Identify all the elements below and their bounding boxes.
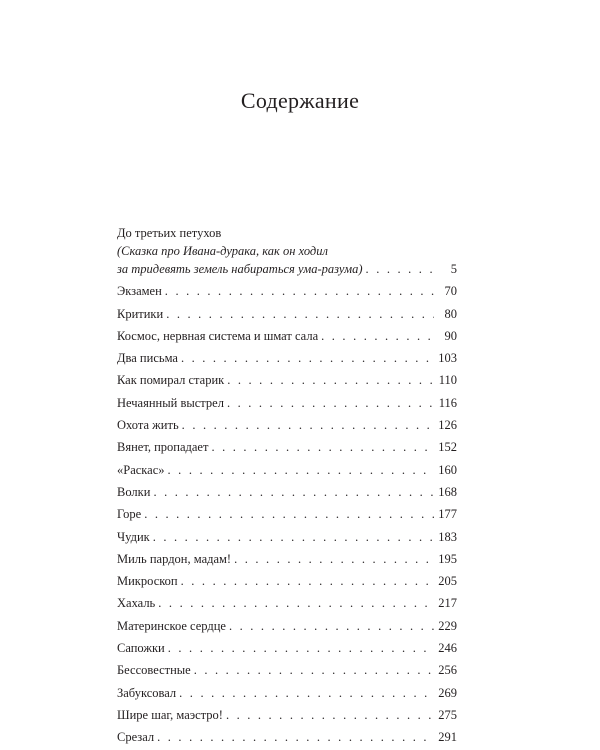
dot-leader <box>227 371 434 389</box>
toc-page-number: 291 <box>438 730 457 745</box>
table-of-contents <box>117 224 457 746</box>
toc-entry-first <box>117 224 457 278</box>
dot-leader <box>165 282 434 300</box>
toc-entry-title: Космос, нервная система и шмат сала <box>117 328 319 343</box>
dot-leader <box>179 684 434 702</box>
toc-page-number: 116 <box>438 395 457 410</box>
toc-page-number: 126 <box>438 418 457 433</box>
dot-leader <box>153 483 434 501</box>
toc-entry-title: Экзамен <box>117 284 162 299</box>
dot-leader <box>229 617 434 635</box>
dot-leader <box>153 528 434 546</box>
toc-entry <box>117 572 457 590</box>
dot-leader <box>227 394 434 412</box>
toc-entry-title: До третьих петухов <box>117 226 222 240</box>
toc-page-number: 269 <box>438 685 457 700</box>
toc-entry-title: Микроскоп <box>117 574 178 589</box>
toc-entry-title: Материнское сердце <box>117 618 226 633</box>
toc-page-number: 195 <box>438 551 457 566</box>
toc-page-number: 168 <box>438 484 457 499</box>
toc-entry <box>117 661 457 679</box>
toc-page-number: 80 <box>444 306 457 321</box>
toc-page-number: 177 <box>438 507 457 522</box>
dot-leader <box>211 438 434 456</box>
toc-entry <box>117 528 457 546</box>
toc-entry <box>117 594 457 612</box>
dot-leader <box>168 461 434 479</box>
toc-entry-title: «Раскас» <box>117 462 165 477</box>
toc-entry-title: Критики <box>117 306 164 321</box>
toc-entry <box>117 483 457 501</box>
toc-page-number: 205 <box>438 574 457 589</box>
dot-leader <box>158 594 434 612</box>
toc-entry-title: Миль пардон, мадам! <box>117 551 232 566</box>
dot-leader <box>321 327 434 345</box>
dot-leader <box>194 661 434 679</box>
dot-leader <box>226 706 434 724</box>
toc-entry <box>117 706 457 724</box>
toc-entry <box>117 461 457 479</box>
toc-entry-title: Охота жить <box>117 418 179 433</box>
toc-entry-title: Вянет, пропадает <box>117 440 209 455</box>
toc-entry <box>117 305 457 323</box>
toc-entry-title: Сапожки <box>117 641 165 656</box>
toc-entry <box>117 416 457 434</box>
page-title: Содержание <box>240 88 360 113</box>
toc-entry <box>117 505 457 523</box>
toc-page-number: 103 <box>438 351 457 366</box>
toc-page-number: 229 <box>438 618 457 633</box>
toc-entry-title: Шире шаг, маэстро! <box>117 707 223 722</box>
toc-entry <box>117 327 457 345</box>
toc-entry <box>117 282 457 300</box>
dot-leader <box>366 260 434 278</box>
toc-entry-list <box>117 278 457 746</box>
toc-entry <box>117 684 457 702</box>
dot-leader <box>166 305 434 323</box>
toc-entry <box>117 394 457 412</box>
dot-leader <box>182 416 434 434</box>
dot-leader <box>234 550 434 568</box>
dot-leader <box>157 728 434 746</box>
toc-page-number: 183 <box>438 529 457 544</box>
toc-page-number: 217 <box>438 596 457 611</box>
toc-entry-subtitle: (Сказка про Ивана-дурака, как он ходил <box>117 244 328 258</box>
toc-page-number: 256 <box>438 663 457 678</box>
toc-entry-title: Забуксовал <box>117 685 177 700</box>
toc-entry-title: Два письма <box>117 351 178 366</box>
toc-page-number: 275 <box>438 707 457 722</box>
toc-page-number: 160 <box>438 462 457 477</box>
dot-leader <box>168 639 434 657</box>
toc-entry <box>117 371 457 389</box>
dot-leader <box>144 505 434 523</box>
dot-leader <box>181 349 434 367</box>
toc-entry-title: Чудик <box>117 529 150 544</box>
toc-entry <box>117 617 457 635</box>
toc-page-number: 5 <box>450 262 457 276</box>
toc-entry-title: Хахаль <box>117 596 156 611</box>
toc-entry-title: Срезал <box>117 730 155 745</box>
toc-page-number: 152 <box>438 440 457 455</box>
toc-entry <box>117 639 457 657</box>
toc-entry-subtitle-continued: за тридевять земель набираться ума-разума) <box>117 262 363 276</box>
toc-page-number: 110 <box>438 373 457 388</box>
toc-entry-title: Бессовестные <box>117 663 191 678</box>
toc-page-number: 246 <box>438 641 457 656</box>
toc-page-number: 70 <box>444 284 457 299</box>
toc-entry-title: Нечаянный выстрел <box>117 395 224 410</box>
toc-entry-title: Волки <box>117 484 151 499</box>
toc-entry <box>117 438 457 456</box>
toc-entry <box>117 349 457 367</box>
toc-entry <box>117 550 457 568</box>
toc-entry <box>117 728 457 746</box>
toc-page-number: 90 <box>444 328 457 343</box>
dot-leader <box>181 572 434 590</box>
toc-entry-title: Как помирал старик <box>117 373 225 388</box>
toc-entry-title: Горе <box>117 507 142 522</box>
